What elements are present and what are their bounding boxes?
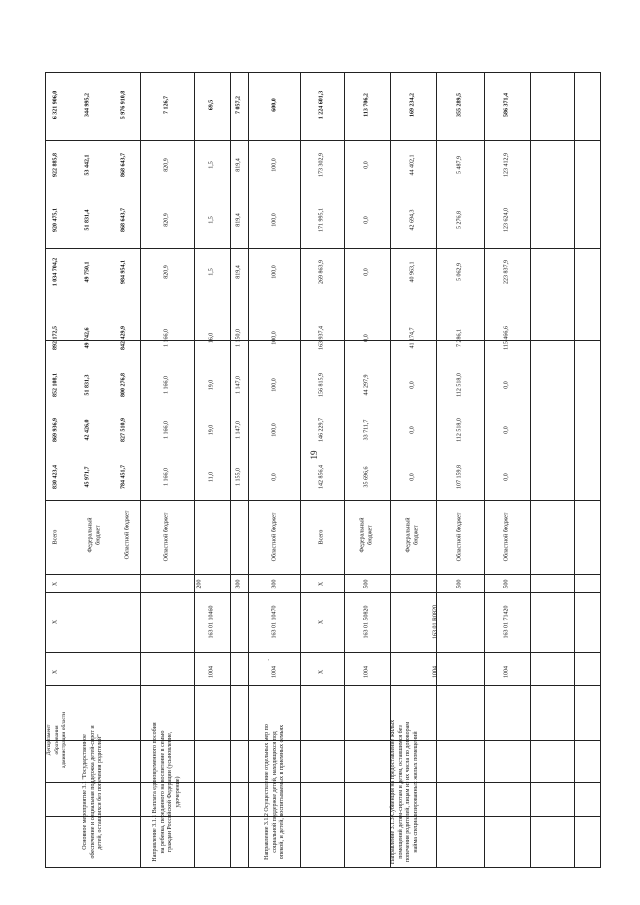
d311-v200-y5: 1,5 [208,268,215,276]
main-total-y1: 830 423,4 [52,465,59,489]
row-312-title: Направление 3.1.2 Осуществление отдельных мер по социальной поддержке детей, находящихся под опекой, и детей, воспитываемых в приемных семьях [263,724,285,860]
d313-reg3-y2: 0,0 [503,426,510,434]
col-divider [300,72,301,868]
col-divider [530,72,531,868]
d313-fed2-sum: 169 234,2 [409,93,416,117]
row-313-fed-csr: 163 01 50820 [363,605,370,639]
d313-total-y2: 146 229,7 [318,418,325,442]
d313-reg2-y3: 112 518,0 [456,373,463,397]
col-divider [230,72,231,868]
row-313-reg3-source: Областной бюджет [503,512,510,562]
d311-total-y4: 1 166,0 [163,329,170,347]
row-313-fed2-source: Федеральный бюджет [405,517,419,553]
row-313-fed-vr: 500 [363,579,370,589]
d311-v300-y3: 1 147,0 [235,376,242,394]
main-fed-sum: 344 995,2 [84,93,91,117]
d311-v300-y2: 1 147,0 [235,421,242,439]
main-fed-y6: 51 831,4 [84,209,91,231]
row-313-dept-x: Х [318,669,325,675]
d311-v200-y6: 1,5 [208,216,215,224]
d313-fed2-y4: 41 174,7 [409,327,416,349]
main-fed-y3: 51 831,3 [84,374,91,396]
row-313-reg2-source: Областной бюджет [456,512,463,562]
d313-reg3-y3: 0,0 [503,381,510,389]
d313-total-y5: 269 863,9 [318,260,325,284]
d313-fed-y7: 0,0 [363,161,370,169]
row-divider [45,140,601,141]
main-total-y6: 920 475,1 [52,208,59,232]
d313-reg3-y6: 123 624,0 [503,208,510,232]
main-reg-y2: 827 510,9 [120,418,127,442]
main-reg-sum: 5 976 910,8 [120,90,127,120]
d313-fed-y6: 0,0 [363,216,370,224]
row-divider [45,816,601,817]
col-divider [248,72,249,868]
main-fed-y5: 49 750,1 [84,261,91,283]
d313-reg3-y1: 0,0 [503,473,510,481]
row-311-vr300: 300 [235,579,242,589]
main-total-y2: 869 936,9 [52,418,59,442]
row-313-r2-dept: 1004 [432,666,439,678]
d312-y6: 100,0 [271,213,278,227]
d311-v200-y3: 19,0 [208,379,215,391]
scan-mark: ' [268,658,270,666]
d311-total-y6: 820,9 [163,213,170,227]
d311-total-y2: 1 166,0 [163,421,170,439]
header-note: Департамент образования администрации области [45,711,67,769]
d313-total-y3: 156 815,9 [318,373,325,397]
d311-v300-sum: 7 057,2 [235,96,242,114]
main-fed-y2: 42 426,0 [84,419,91,441]
row-313-r3-csr: 163 01 71420 [503,605,510,639]
d313-fed-y1: 35 696,6 [363,466,370,488]
main-total-sum: 6 321 906,0 [52,90,59,120]
d312-y2: 100,0 [271,423,278,437]
row-311-title: Направление 3.1.1 Выплата единовременного пособия на ребенка, переданного на воспитание в семью граждан Российской Федерации (усыновление, удочерение) [152,722,181,862]
row-313-title: Направление 3.1.3 Субвенция на предоставление жилых помещений детям-сиротам и детям, оставшимся без попечения родителей, лицам из их числа по договорам найма специализированных жилых помещений [390,719,419,865]
row-main-code3: Х [52,581,59,587]
d311-v300-y5: 819,4 [235,265,242,279]
d313-fed2-y2: 0,0 [409,426,416,434]
d313-total-y7: 173 302,9 [318,153,325,177]
d311-total-sum: 7 126,7 [163,96,170,114]
row-divider [45,740,601,741]
row-313-r2-vr: 500 [456,579,463,589]
d311-v300-y1: 1 155,0 [235,468,242,486]
d313-reg3-y4: 115 466,6 [503,326,510,350]
row-divider [45,685,601,686]
d311-total-y7: 820,9 [163,158,170,172]
main-reg-y5: 984 954,1 [120,260,127,284]
d311-v300-y6: 819,4 [235,213,242,227]
d313-fed2-y5: 40 963,1 [409,261,416,283]
d312-y3: 100,0 [271,378,278,392]
d313-reg2-sum: 355 289,5 [456,93,463,117]
main-total-y7: 922 885,8 [52,153,59,177]
main-reg-y1: 784 451,7 [120,465,127,489]
d311-total-y3: 1 166,0 [163,376,170,394]
d313-fed-sum: 113 706,2 [363,93,370,117]
d312-y4: 100,0 [271,331,278,345]
d313-reg3-sum: 586 371,4 [503,93,510,117]
row-main-code1: Х [52,669,59,675]
row-main-source-reg: Областной бюджет [124,510,131,560]
col-divider [484,72,485,868]
d313-total-y1: 142 856,4 [318,465,325,489]
d313-fed-y4: 0,0 [363,334,370,342]
d313-reg2-y2: 112 518,0 [456,418,463,442]
d313-fed-y5: 0,0 [363,268,370,276]
row-311-csr: 163 01 10460 [208,605,215,639]
col-divider [140,72,141,868]
d312-y1: 0,0 [271,473,278,481]
d313-fed-y2: 33 711,7 [363,419,370,441]
d312-y7: 100,0 [271,158,278,172]
row-313-fed-dept: 1004 [363,666,370,678]
row-divider [45,500,601,501]
row-main-source-fed: Федеральный бюджет [87,517,101,553]
row-311-source: Областной бюджет [163,512,170,562]
d311-total-y5: 820,9 [163,265,170,279]
row-313-source-total: Всего [318,529,325,545]
d313-fed2-y7: 44 402,1 [409,154,416,176]
row-312-vr: 300 [271,579,278,589]
row-divider [45,248,601,249]
row-313-r3-vr: 500 [503,579,510,589]
d311-v200-y4: 16,0 [208,332,215,344]
main-fed-y4: 49 742,6 [84,327,91,349]
d313-reg2-y1: 107 159,8 [456,465,463,489]
row-313-csr-x: Х [318,619,325,625]
row-313-source-fed: Федеральный бюджет [359,517,373,553]
main-fed-y7: 53 442,1 [84,154,91,176]
row-divider [45,574,601,575]
row-312-source: Областной бюджет [271,512,278,562]
page-number: 19 [309,450,319,460]
row-312-csr: 163 01 10470 [271,605,278,639]
d313-reg2-y4: 7 286,1 [456,329,463,347]
col-divider [574,72,575,868]
main-total-y4: 892 172,5 [52,326,59,350]
row-311-vr200: 200 [196,579,203,589]
d313-reg2-y6: 5 276,8 [456,211,463,229]
d311-v200-sum: 69,5 [208,99,215,111]
col-divider [344,72,345,868]
row-313-vr-x: Х [318,581,325,587]
d311-v200-y7: 1,5 [208,161,215,169]
row-divider [45,592,601,593]
main-reg-y6: 868 643,7 [120,208,127,232]
row-312-dept: 1004 [271,666,278,678]
row-divider [45,782,601,783]
row-311-dept: 1004 [208,666,215,678]
col-divider [194,72,195,868]
d313-fed2-y1: 0,0 [409,473,416,481]
d313-total-y4: 163 937,4 [318,326,325,350]
main-fed-y1: 45 971,7 [84,466,91,488]
main-reg-y3: 800 276,8 [120,373,127,397]
row-313-r3-dept: 1004 [503,666,510,678]
d311-total-y1: 1 166,0 [163,468,170,486]
col-divider [436,72,437,868]
row-main-source-total: Всего [52,529,59,545]
d311-v200-y2: 19,0 [208,424,215,436]
d313-reg3-y7: 123 412,9 [503,153,510,177]
d313-total-y6: 171 995,1 [318,208,325,232]
row-main-code2: Х [52,619,59,625]
main-reg-y7: 868 643,7 [120,153,127,177]
row-313-r2-csr: 163 01 R0820 [432,604,439,640]
d313-reg2-y7: 5 487,9 [456,156,463,174]
d313-reg2-y5: 5 062,9 [456,263,463,281]
d311-v300-y7: 819,4 [235,158,242,172]
d313-reg3-y5: 223 837,9 [503,260,510,284]
d313-total-sum: 1 224 601,3 [318,90,325,120]
d312-y5: 100,0 [271,265,278,279]
d313-fed2-y6: 42 694,3 [409,209,416,231]
d313-fed2-y3: 0,0 [409,381,416,389]
d311-v300-y4: 1 150,0 [235,329,242,347]
main-total-y3: 852 108,1 [52,373,59,397]
row-divider [45,652,601,653]
main-total-y5: 1 034 704,2 [52,257,59,287]
main-reg-y4: 842 429,9 [120,326,127,350]
d313-fed-y3: 44 297,9 [363,374,370,396]
row-main-title: Основное мероприятие 3.1 "Государственное обеспечение и социальная поддержка детей-сирот и детей, оставшихся без попечения родителей" [81,725,103,859]
d311-v200-y1: 11,0 [208,471,215,483]
d312-sum: 600,0 [271,98,278,112]
